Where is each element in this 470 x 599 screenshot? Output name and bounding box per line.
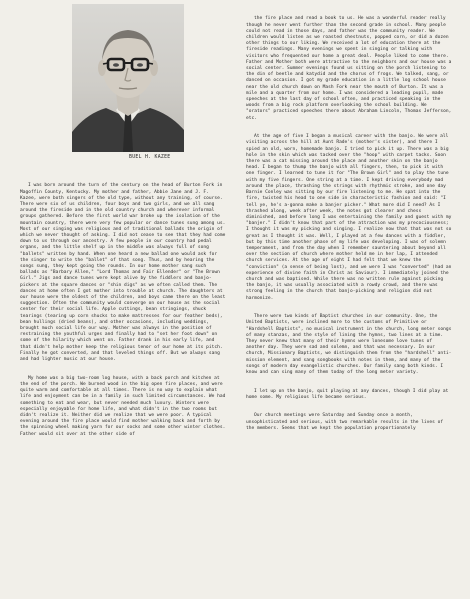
- left-paragraph-1: I was born around the turn of the century on the head of Burton Fork in Magoffin County, Kentucky. My mother and father, Abbie Jane and J. F. Kazee, were both singers of the old type, without any training, of course. There were six of us children, four boys and two girls, and we all sang around the fireside and in the old country church and wherever informal groups gathered. Before the first world war broke up the isolation of the mountain country, there were very few popular or dance tunes sung among us. Most of our singing was religious and of traditional ballads the origin of which we never thought of asking. I did not cease to see that they had come down to us through our ancestry. A few people in our country had pedal organs, and the little shelf up in the middle was always full of song "ballets" written by hand. When one heard a new ballad one would ask for the singer to write the "ballet" of that song. Thus, and by hearing the songs sung, they kept going the rounds. In our home mother sang such ballads as "Barbary Allen," "Lord Thomas and Fair Ellender" or "The Brown Girl." Jigs and dance tunes were kept alive by the fiddlers and banjo-pickers at the square dances or "shin digs" as we often called them. The dances at home often I got mother into trouble at church. The daughters at our house were the oldest of the children, and boys came there on the least suggestion. Often the community would converge on our house as the social center for their social life. Apple cuttings, bean stringings, shuck tearings (tearing up corn shucks to make mattresses for our feather beds), bean hullings (dried beans), and other occasions, including weddings, brought much social life our way. Mother was always in the position of restraining the youthful urges and finally had to "set her foot down" on some of the hilarity which went on. Father drank in his early life, and that didn't help mother keep the religious tenor of our home at its pitch. Finally he got converted, and that leveled things off. But we always sang and had lighter music at our house.: [20, 183, 229, 363]
- right-paragraph-2: At the age of five I began a musical career with the banjo. We were all visiting across the hill at Aunt Rade's (mother's sister), and there I spied an old, worn, homemade banjo. I tried to pick it up. There was a big hole in the skin which was tacked over the "hoop" with carpet tacks. Soon there was a cat missing around the place and another skin on the banjo head. I began to thump the banjo with all fingers, then, to pick it with one finger. I learned to tune it for "The Brown Girl" and to play the tune with my five fingers. One string at a time. I kept driving everybody mad around the place, thrashing the strings with rhythmic stroke, and one day Barnie Conley was sitting by our fire listening to me. He spat into the fire, twisted his head to one side in characteristic fashion and said: "I tell ye, he's a-gonna make a banjer picker." What more did I need? As I thrashed along, week after week, the notes got clearer and chess diminished, and before long I was entertaining the family and guest with my "banjer." I didn't know that part of the attraction was my precociousness; I thought it was my picking and singing. I realize now that that was not so great as I thought it was. Well, I played at a few dances with a fiddler, but by this time another phase of my life was developing. I was of solemn temperament, and from the day when I remember sauntering about beyond all over the section of church where mother held me in her lap, I attended church services. At the age of eight I had felt that we knew the "conviction" (a sense of being lost), and we were I was "converted" (had an experience of divine faith in Christ as Saviour). I immediately joined the church and was baptised. While there was no written rule against picking the banjo, it was usually associated with a rowdy crowd, and there was strong feeling in the church that banjo-picking and religion did not harmonize.: [246, 134, 455, 301]
- right-paragraph-1: the fire place and read a book to us. He was a wonderful reader really though he never went further than the second grade in school. Many people could not read in those days, and father was the community reader. We children would listen as we roasted chestnuts, popped corn, or did a dozen other things to our liking. We received a lot of education there at the fireside readings. Many evenings we spent in singing or talking with visitors who frequented our home a great deal. People liked to come there. Father and Mother both were attractive to the neighbors and our house was a social center. Summer evenings found us sitting on the porch listening to the din of beetle and katydid and the chorus of frogs. We talked, sang, or danced on occasion. I got my grade education in a little log school house near the old church down on Mash Fork near the mouth of Burton. It was a mile and a quarter from our home. I was considered a leading pupil, made speeches at the last day of school often, and practiced speaking in the woods from a big rock platform overlooking the school building. We "orators" practiced speeches there about Abraham Lincoln, Thomas Jefferson, etc.: [246, 16, 455, 121]
- left-paragraph-2: My home was a big two-room log house, with a back porch and kitchen at the end of the porch. We burned wood in the big open fire places, and were quite warm and comfortable at all times. There is no way to explain what life and enjoyment can be in a family in such limited circumstances. We had something to eat and wear, but never needed much luxury. Winters were especially enjoyable for home life, and what didn't in the two rooms but didn't realize it. Neither did we realize that we were poor. A typical evening around the fire place would find mother walking back and forth by the spinning wheel making yarn for our socks and some other winter clothes. Father would sit over at the other side of: [20, 375, 229, 437]
- portrait-photo: [72, 4, 184, 152]
- left-column: [20, 171, 227, 450]
- right-paragraph-4: I let up on the banjo, quit playing at any dances, though I did play at home some. My religious life became serious.: [246, 388, 452, 400]
- portrait-caption: BUEL H. KAZEE: [129, 155, 171, 160]
- portrait-image: [72, 4, 184, 152]
- right-paragraph-5: Our church meetings were Saturday and Sunday once a month, unsophisticated and serious, with two remarkable results in the lives of the members. Seems that we kept the population proportionately: [246, 413, 446, 431]
- right-column: [246, 4, 453, 444]
- right-paragraph-3: There were two kinds of Baptist churches in our community. One, the United Baptists, were inclined more to the customs of Primitive or "Hardshell Baptists", no musical instrument in the church, long meter songs of many stanzas, and the style of lining the hymns, two lines at a time. They never knew that many of their hymns were lonesome love tunes of another day. They were sad and solemn, and that was necessary. In our church, Missionary Baptists, we distinguish them from the "hardshell" anti-mission element, and sang songbooks with notes in them, and many of the songs of modern day evangelistic churches. Our family sang both kinds. I know and can sing many of them today of the long meter variety.: [246, 314, 455, 375]
